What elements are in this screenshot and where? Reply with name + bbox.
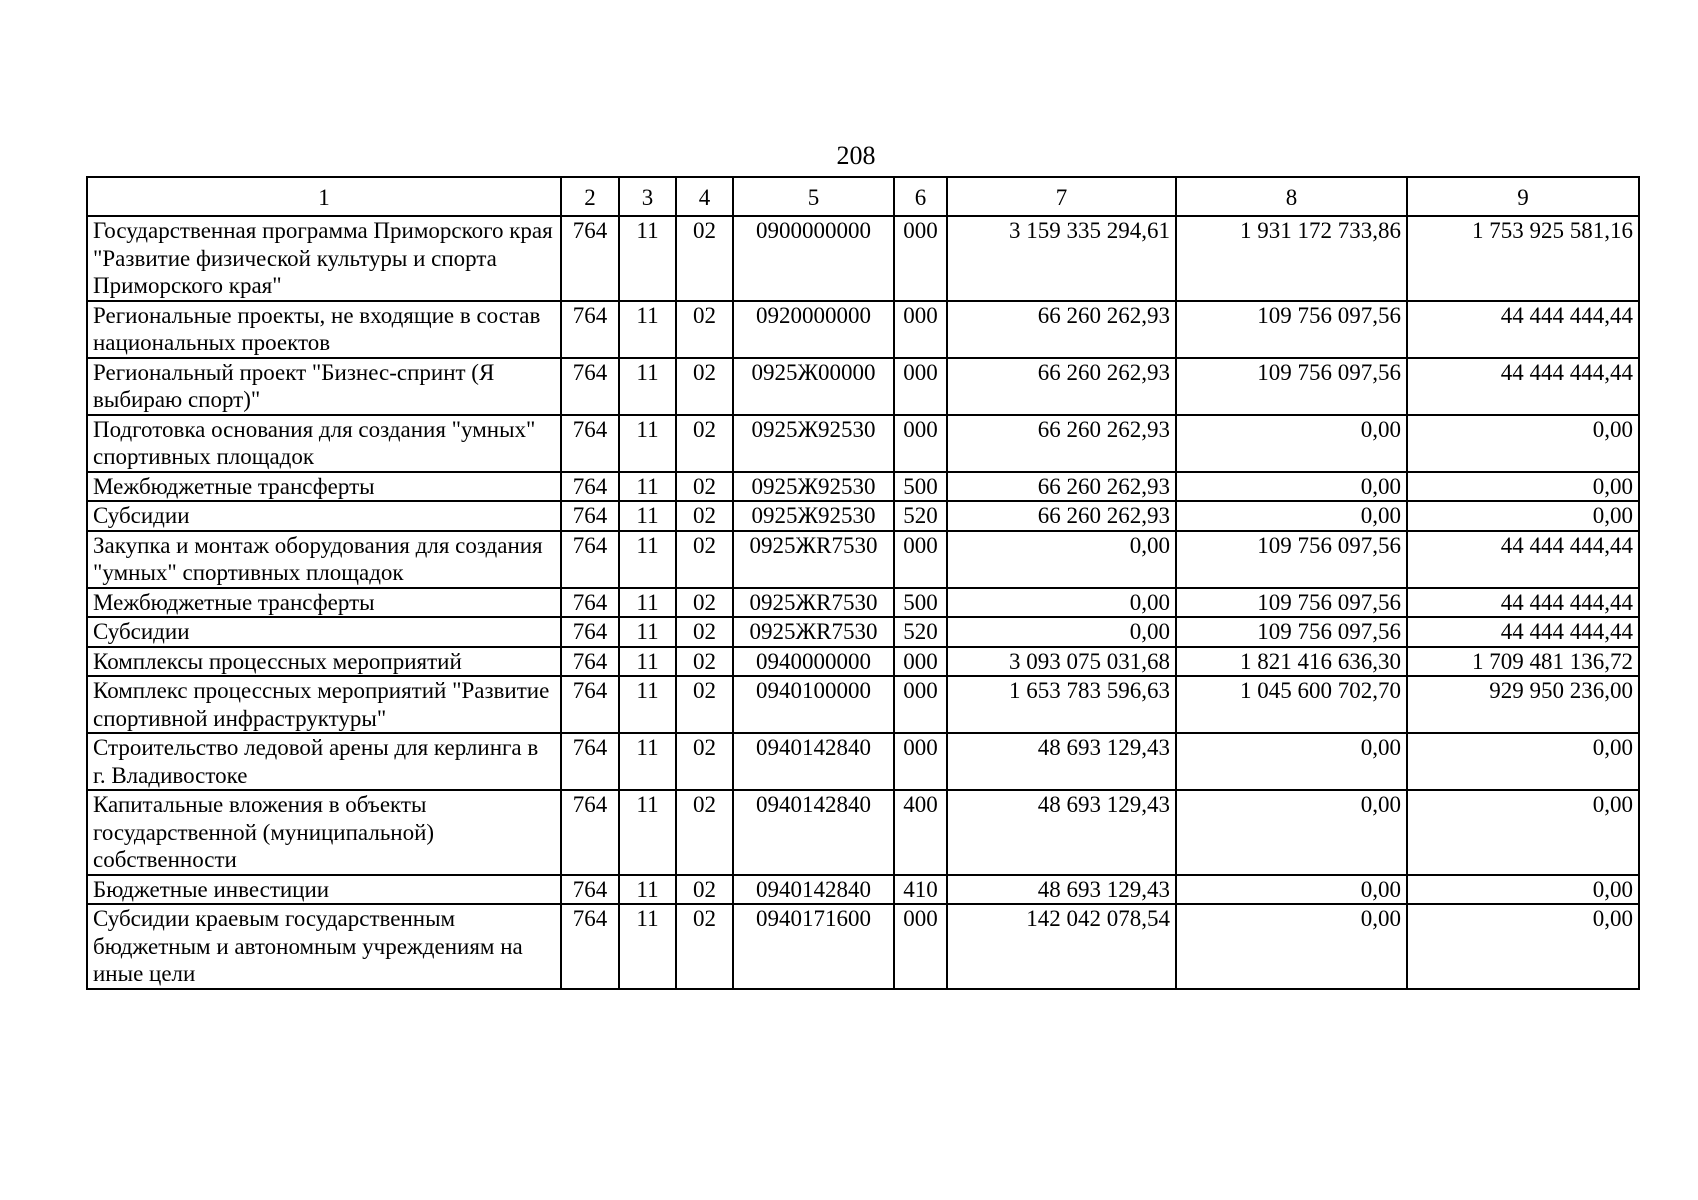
row-subsection: 02 <box>676 904 733 989</box>
row-subsection: 02 <box>676 501 733 531</box>
row-amount-col7: 0,00 <box>947 588 1176 618</box>
column-header: 6 <box>894 177 947 216</box>
row-amount-col9: 0,00 <box>1407 472 1639 502</box>
table-row <box>87 531 1639 588</box>
row-subsection: 02 <box>676 415 733 472</box>
table-row <box>87 676 1639 733</box>
row-subsection: 02 <box>676 647 733 677</box>
row-subsection: 02 <box>676 875 733 905</box>
row-target-item: 0925ЖR7530 <box>733 531 894 588</box>
row-amount-col7: 66 260 262,93 <box>947 415 1176 472</box>
row-amount-col9: 44 444 444,44 <box>1407 301 1639 358</box>
row-expense-type: 000 <box>894 676 947 733</box>
row-amount-col7: 0,00 <box>947 531 1176 588</box>
column-header: 1 <box>87 177 561 216</box>
table-row <box>87 647 1639 677</box>
row-amount-col9: 0,00 <box>1407 790 1639 875</box>
row-target-item: 0920000000 <box>733 301 894 358</box>
row-amount-col9: 1 709 481 136,72 <box>1407 647 1639 677</box>
table-row <box>87 790 1639 875</box>
row-expense-type: 000 <box>894 415 947 472</box>
row-subsection: 02 <box>676 617 733 647</box>
row-section: 11 <box>619 415 676 472</box>
row-section: 11 <box>619 617 676 647</box>
row-target-item: 0925ЖR7530 <box>733 617 894 647</box>
row-amount-col8: 0,00 <box>1176 875 1407 905</box>
row-admin-code: 764 <box>561 617 619 647</box>
row-amount-col7: 0,00 <box>947 617 1176 647</box>
table-row <box>87 358 1639 415</box>
row-admin-code: 764 <box>561 358 619 415</box>
row-amount-col8: 0,00 <box>1176 501 1407 531</box>
row-target-item: 0925Ж92530 <box>733 501 894 531</box>
row-target-item: 0925ЖR7530 <box>733 588 894 618</box>
row-expense-type: 000 <box>894 733 947 790</box>
row-expense-type: 500 <box>894 588 947 618</box>
row-expense-type: 000 <box>894 301 947 358</box>
row-amount-col7: 3 093 075 031,68 <box>947 647 1176 677</box>
row-expense-type: 520 <box>894 617 947 647</box>
column-header: 5 <box>733 177 894 216</box>
row-amount-col7: 66 260 262,93 <box>947 301 1176 358</box>
row-amount-col7: 48 693 129,43 <box>947 733 1176 790</box>
row-target-item: 0940171600 <box>733 904 894 989</box>
table-row <box>87 875 1639 905</box>
row-amount-col8: 0,00 <box>1176 733 1407 790</box>
row-name: Подготовка основания для создания "умных" спортивных площадок <box>87 415 561 472</box>
row-amount-col7: 48 693 129,43 <box>947 790 1176 875</box>
table-row <box>87 588 1639 618</box>
row-target-item: 0940100000 <box>733 676 894 733</box>
row-section: 11 <box>619 472 676 502</box>
row-admin-code: 764 <box>561 647 619 677</box>
row-amount-col7: 142 042 078,54 <box>947 904 1176 989</box>
row-amount-col7: 1 653 783 596,63 <box>947 676 1176 733</box>
column-header: 9 <box>1407 177 1639 216</box>
row-amount-col9: 44 444 444,44 <box>1407 588 1639 618</box>
row-subsection: 02 <box>676 301 733 358</box>
row-amount-col8: 109 756 097,56 <box>1176 358 1407 415</box>
budget-table <box>86 176 1640 990</box>
row-amount-col8: 1 931 172 733,86 <box>1176 216 1407 301</box>
row-admin-code: 764 <box>561 415 619 472</box>
row-amount-col9: 0,00 <box>1407 501 1639 531</box>
row-admin-code: 764 <box>561 216 619 301</box>
row-admin-code: 764 <box>561 472 619 502</box>
row-section: 11 <box>619 733 676 790</box>
row-target-item: 0940142840 <box>733 790 894 875</box>
table-row <box>87 501 1639 531</box>
table-row <box>87 733 1639 790</box>
row-amount-col8: 0,00 <box>1176 415 1407 472</box>
row-amount-col9: 0,00 <box>1407 875 1639 905</box>
row-section: 11 <box>619 904 676 989</box>
page-number: 208 <box>836 141 876 170</box>
column-header: 7 <box>947 177 1176 216</box>
row-amount-col9: 44 444 444,44 <box>1407 617 1639 647</box>
row-amount-col7: 3 159 335 294,61 <box>947 216 1176 301</box>
row-section: 11 <box>619 531 676 588</box>
row-amount-col8: 109 756 097,56 <box>1176 617 1407 647</box>
row-amount-col9: 929 950 236,00 <box>1407 676 1639 733</box>
row-name: Комплекс процессных мероприятий "Развитие спортивной инфраструктуры" <box>87 676 561 733</box>
row-subsection: 02 <box>676 531 733 588</box>
row-amount-col8: 109 756 097,56 <box>1176 588 1407 618</box>
row-amount-col8: 1 821 416 636,30 <box>1176 647 1407 677</box>
row-amount-col8: 0,00 <box>1176 904 1407 989</box>
row-subsection: 02 <box>676 790 733 875</box>
row-amount-col7: 66 260 262,93 <box>947 358 1176 415</box>
row-name: Субсидии <box>87 617 561 647</box>
table-row <box>87 904 1639 989</box>
table-row <box>87 216 1639 301</box>
row-section: 11 <box>619 676 676 733</box>
row-amount-col9: 44 444 444,44 <box>1407 358 1639 415</box>
row-target-item: 0925Ж92530 <box>733 415 894 472</box>
row-subsection: 02 <box>676 216 733 301</box>
row-section: 11 <box>619 501 676 531</box>
row-expense-type: 520 <box>894 501 947 531</box>
row-name: Субсидии краевым государственным бюджетным и автономным учреждениям на иные цели <box>87 904 561 989</box>
row-amount-col8: 0,00 <box>1176 790 1407 875</box>
row-amount-col9: 44 444 444,44 <box>1407 531 1639 588</box>
row-expense-type: 410 <box>894 875 947 905</box>
row-expense-type: 000 <box>894 647 947 677</box>
row-admin-code: 764 <box>561 531 619 588</box>
row-expense-type: 500 <box>894 472 947 502</box>
row-name: Капитальные вложения в объекты государственной (муниципальной) собственности <box>87 790 561 875</box>
table-row <box>87 415 1639 472</box>
row-section: 11 <box>619 358 676 415</box>
row-target-item: 0940142840 <box>733 875 894 905</box>
row-amount-col7: 66 260 262,93 <box>947 472 1176 502</box>
row-amount-col9: 0,00 <box>1407 733 1639 790</box>
column-header: 2 <box>561 177 619 216</box>
row-subsection: 02 <box>676 676 733 733</box>
row-amount-col8: 0,00 <box>1176 472 1407 502</box>
row-subsection: 02 <box>676 472 733 502</box>
row-target-item: 0925Ж00000 <box>733 358 894 415</box>
row-admin-code: 764 <box>561 790 619 875</box>
row-name: Закупка и монтаж оборудования для создания "умных" спортивных площадок <box>87 531 561 588</box>
table-row <box>87 472 1639 502</box>
row-admin-code: 764 <box>561 588 619 618</box>
row-name: Региональные проекты, не входящие в состав национальных проектов <box>87 301 561 358</box>
row-target-item: 0940142840 <box>733 733 894 790</box>
row-admin-code: 764 <box>561 501 619 531</box>
column-header: 8 <box>1176 177 1407 216</box>
row-amount-col8: 109 756 097,56 <box>1176 531 1407 588</box>
row-name: Бюджетные инвестиции <box>87 875 561 905</box>
row-admin-code: 764 <box>561 733 619 790</box>
row-name: Комплексы процессных мероприятий <box>87 647 561 677</box>
row-section: 11 <box>619 588 676 618</box>
row-expense-type: 000 <box>894 216 947 301</box>
row-expense-type: 000 <box>894 358 947 415</box>
row-section: 11 <box>619 875 676 905</box>
row-amount-col9: 0,00 <box>1407 904 1639 989</box>
row-name: Строительство ледовой арены для керлинга в г. Владивостоке <box>87 733 561 790</box>
row-expense-type: 400 <box>894 790 947 875</box>
table-row <box>87 617 1639 647</box>
row-expense-type: 000 <box>894 531 947 588</box>
table-row <box>87 301 1639 358</box>
header-row <box>87 177 1639 216</box>
row-amount-col8: 1 045 600 702,70 <box>1176 676 1407 733</box>
row-subsection: 02 <box>676 588 733 618</box>
row-subsection: 02 <box>676 358 733 415</box>
row-section: 11 <box>619 647 676 677</box>
row-admin-code: 764 <box>561 875 619 905</box>
row-amount-col9: 0,00 <box>1407 415 1639 472</box>
row-target-item: 0925Ж92530 <box>733 472 894 502</box>
row-amount-col8: 109 756 097,56 <box>1176 301 1407 358</box>
column-header: 4 <box>676 177 733 216</box>
row-subsection: 02 <box>676 733 733 790</box>
row-target-item: 0940000000 <box>733 647 894 677</box>
row-section: 11 <box>619 216 676 301</box>
row-amount-col7: 48 693 129,43 <box>947 875 1176 905</box>
column-header: 3 <box>619 177 676 216</box>
row-name: Субсидии <box>87 501 561 531</box>
row-amount-col7: 66 260 262,93 <box>947 501 1176 531</box>
row-amount-col9: 1 753 925 581,16 <box>1407 216 1639 301</box>
row-section: 11 <box>619 301 676 358</box>
row-name: Межбюджетные трансферты <box>87 588 561 618</box>
row-admin-code: 764 <box>561 301 619 358</box>
row-name: Межбюджетные трансферты <box>87 472 561 502</box>
row-target-item: 0900000000 <box>733 216 894 301</box>
row-expense-type: 000 <box>894 904 947 989</box>
row-admin-code: 764 <box>561 676 619 733</box>
row-admin-code: 764 <box>561 904 619 989</box>
row-name: Государственная программа Приморского края "Развитие физической культуры и спорта Приморского края" <box>87 216 561 301</box>
row-name: Региональный проект "Бизнес-спринт (Я выбираю спорт)" <box>87 358 561 415</box>
row-section: 11 <box>619 790 676 875</box>
